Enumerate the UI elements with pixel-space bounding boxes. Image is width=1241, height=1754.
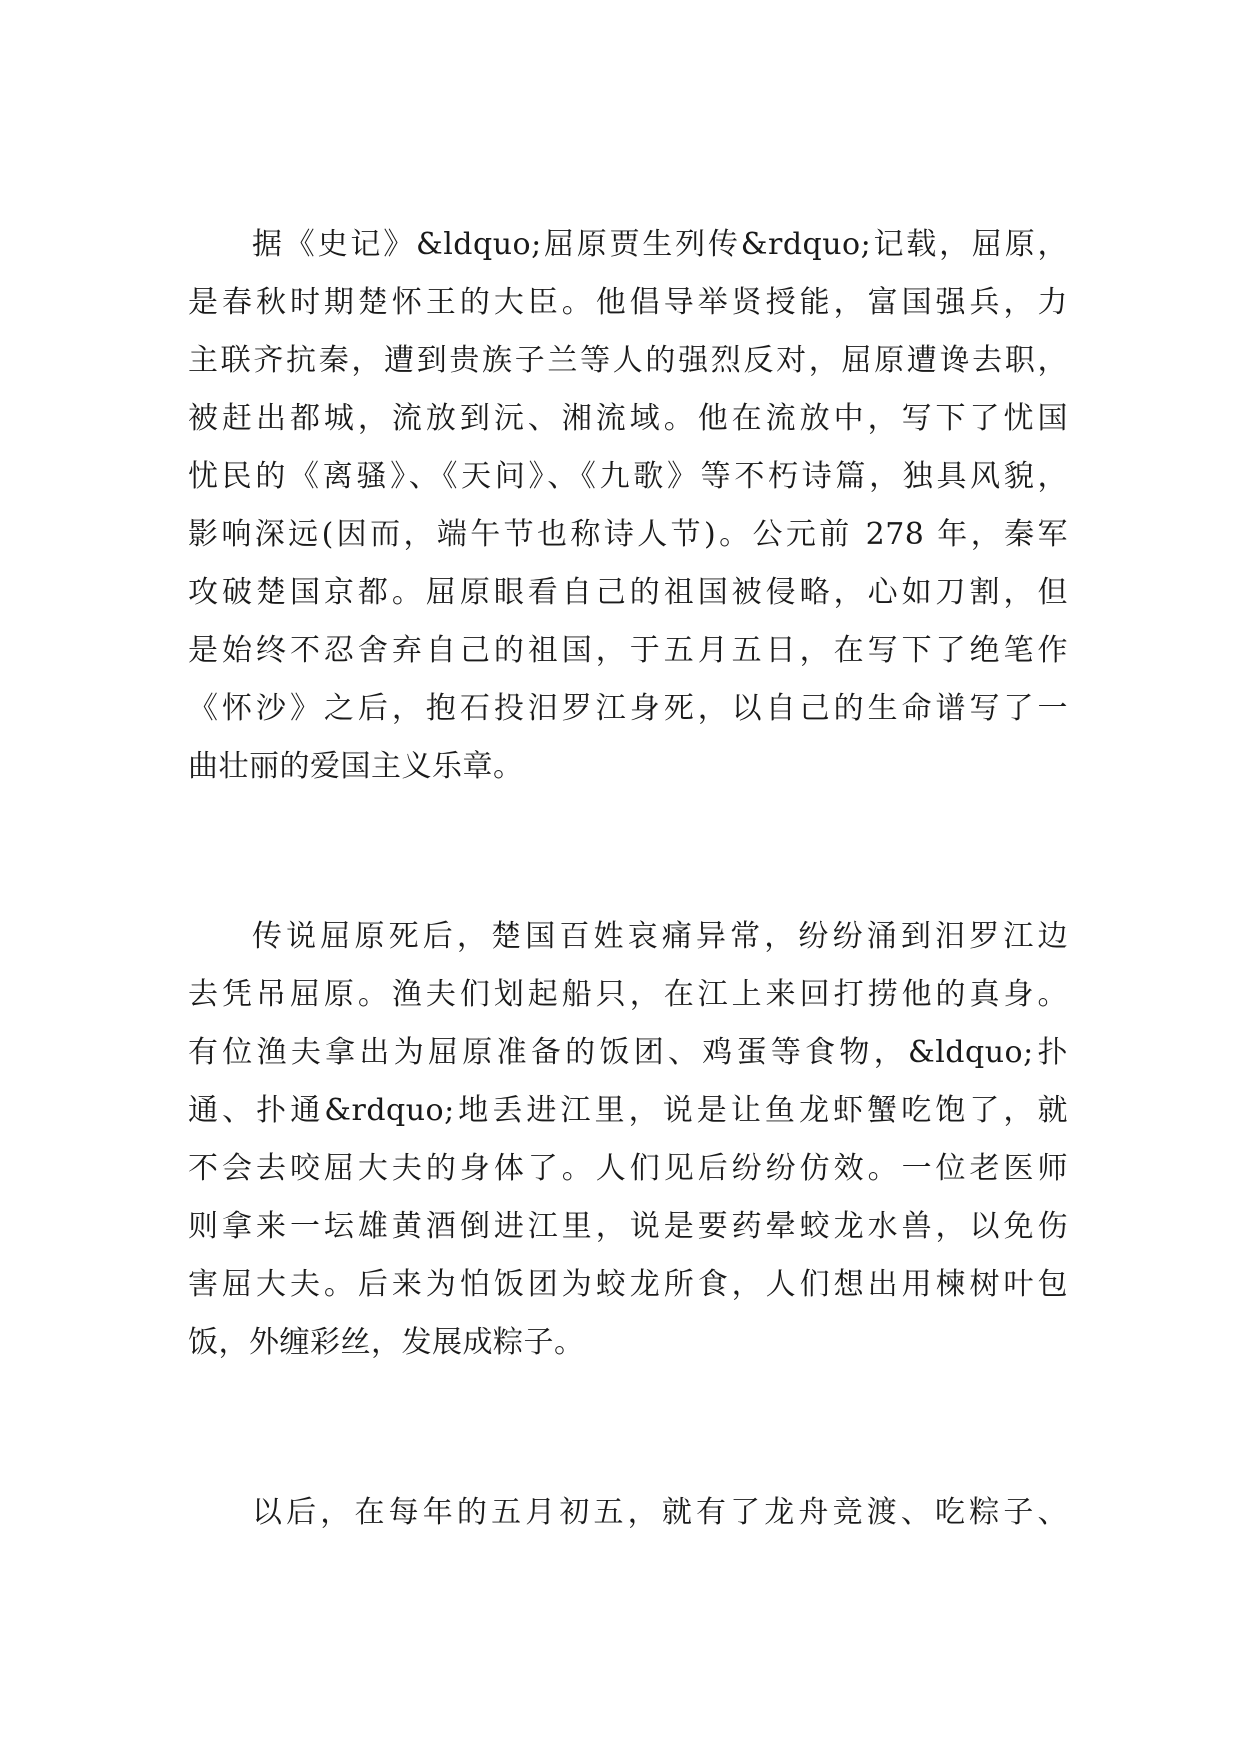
paragraph-quyuan-history (188, 216, 1068, 796)
text-line: 不会去咬屈大夫的身体了。人们见后纷纷仿效。一位老医师 (188, 1151, 1068, 1186)
text-line: 则拿来一坛雄黄酒倒进江里，说是要药晕蛟龙水兽，以免伤 (188, 1209, 1068, 1244)
text-line: 忧民的《离骚》、《天问》、《九歌》等不朽诗篇，独具风貌， (188, 459, 1068, 494)
text-line: 攻破楚国京都。屈原眼看自己的祖国被侵略，心如刀割，但 (188, 575, 1068, 610)
text-line: 饭，外缠彩丝，发展成粽子。 (188, 1325, 585, 1360)
text-line: 是春秋时期楚怀王的大臣。他倡导举贤授能，富国强兵，力 (188, 285, 1068, 320)
paragraph-legend (188, 908, 1068, 1372)
text-line: 据《史记》&ldquo;屈原贾生列传&rdquo;记载，屈原， (252, 227, 1068, 262)
text-line: 有位渔夫拿出为屈原准备的饭团、鸡蛋等食物，&ldquo;扑 (188, 1035, 1068, 1070)
text-line: 被赶出都城，流放到沅、湘流域。他在流放中，写下了忧国 (188, 401, 1068, 436)
text-line: 传说屈原死后，楚国百姓哀痛异常，纷纷涌到汨罗江边 (252, 919, 1068, 954)
text-line: 去凭吊屈原。渔夫们划起船只，在江上来回打捞他的真身。 (188, 977, 1068, 1012)
text-line: 以后，在每年的五月初五，就有了龙舟竞渡、吃粽子、 (252, 1495, 1068, 1530)
text-line: 是始终不忍舍弃自己的祖国，于五月五日，在写下了绝笔作 (188, 633, 1068, 668)
text-line: 《怀沙》之后，抱石投汨罗江身死，以自己的生命谱写了一 (188, 691, 1068, 726)
text-line: 影响深远(因而，端午节也称诗人节)。公元前 278 年，秦军 (188, 517, 1068, 552)
text-line: 害屈大夫。后来为怕饭团为蛟龙所食，人们想出用楝树叶包 (188, 1267, 1068, 1302)
paragraph-customs (188, 1484, 1068, 1542)
text-line: 曲壮丽的爱国主义乐章。 (188, 749, 524, 784)
text-line: 通、扑通&rdquo;地丢进江里，说是让鱼龙虾蟹吃饱了，就 (188, 1093, 1068, 1128)
text-line: 主联齐抗秦，遭到贵族子兰等人的强烈反对，屈原遭谗去职， (188, 343, 1068, 378)
